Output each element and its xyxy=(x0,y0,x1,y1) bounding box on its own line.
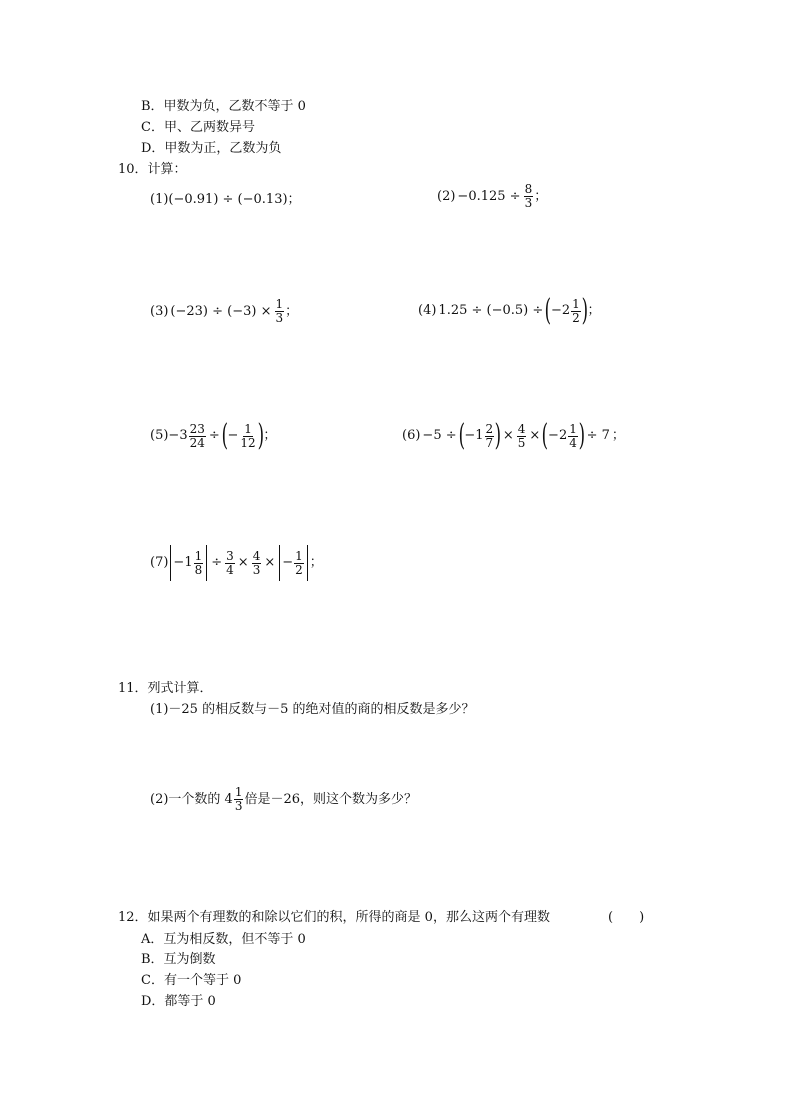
q10-part-1 xyxy=(150,190,301,210)
denominator: 7 xyxy=(485,435,494,450)
denominator: 2 xyxy=(572,310,580,325)
expression: 1.25 ÷ (−0.5) ÷ xyxy=(438,303,544,318)
times-sign: × xyxy=(237,555,249,570)
semicolon: ； xyxy=(309,555,323,570)
denominator: 4 xyxy=(569,435,577,450)
denominator: 4 xyxy=(226,562,234,577)
numerator: 3 xyxy=(226,548,234,563)
minus-sign: − xyxy=(227,428,239,443)
q9-option-b: B．甲数为负，乙数不等于 0 xyxy=(141,99,306,114)
q10-part-3 xyxy=(150,298,298,325)
fraction xyxy=(234,786,244,813)
denominator: 5 xyxy=(517,435,526,450)
numerator: 8 xyxy=(524,182,533,196)
denominator: 3 xyxy=(252,562,261,577)
right-paren: ) xyxy=(494,418,502,453)
left-paren: ( xyxy=(541,418,549,453)
times-sign: × xyxy=(264,555,276,570)
minus-sign: − xyxy=(282,555,294,570)
denominator: 3 xyxy=(275,311,284,325)
q11-part-2 xyxy=(150,786,417,813)
semicolon: ； xyxy=(285,303,299,319)
fraction xyxy=(225,550,235,577)
divide-sign: ÷ xyxy=(208,428,220,443)
q10-part-7 xyxy=(150,545,323,581)
right-paren: ) xyxy=(578,418,585,453)
divide-sign: ÷ xyxy=(211,555,223,570)
expression: (−23) ÷ (−3) × xyxy=(170,303,272,319)
whole-part: −1 xyxy=(464,428,484,443)
numerator: 1 xyxy=(275,297,284,311)
q10-part-5 xyxy=(150,418,277,453)
whole-part: −1 xyxy=(173,555,193,570)
answer-paren[interactable]: ( ) xyxy=(608,910,645,925)
right-paren: ) xyxy=(257,418,264,453)
numerator: 1 xyxy=(194,548,203,563)
part-label: (7) xyxy=(150,555,169,570)
q10-title: 10．计算： xyxy=(118,162,187,177)
part-label: (2) xyxy=(437,188,456,204)
numerator: 4 xyxy=(252,548,261,563)
abs-bar xyxy=(170,545,171,581)
left-paren: ( xyxy=(544,293,552,328)
numerator: 4 xyxy=(517,421,526,436)
semicolon: ； xyxy=(534,188,548,204)
semicolon: ； xyxy=(611,428,625,443)
fraction xyxy=(485,423,495,450)
q10-part-6 xyxy=(402,418,625,453)
numerator: 1 xyxy=(572,296,580,311)
text-before: (2)一个数的 4 xyxy=(150,791,233,807)
semicolon: ； xyxy=(587,303,601,318)
part-label: (4) xyxy=(418,303,437,318)
whole-part: −3 xyxy=(168,428,188,443)
expression: −5 ÷ xyxy=(422,428,457,443)
q12-option-d: D．都等于 0 xyxy=(141,994,216,1009)
left-paren: ( xyxy=(458,418,465,453)
expression: −0.125 ÷ xyxy=(457,188,521,204)
part-label: (3) xyxy=(150,303,169,319)
fraction xyxy=(568,423,578,450)
numerator: 2 xyxy=(485,421,494,436)
q9-option-c: C．甲、乙两数异号 xyxy=(141,120,255,135)
part-label: (5) xyxy=(150,428,169,443)
text-after: 倍是－26，则这个数为多少？ xyxy=(244,791,418,807)
fraction xyxy=(517,423,527,450)
expression: (−0.91) ÷ (−0.13)； xyxy=(168,192,301,207)
denominator: 3 xyxy=(524,196,533,210)
denominator: 24 xyxy=(189,435,205,450)
numerator: 1 xyxy=(234,785,243,799)
denominator: 8 xyxy=(194,562,203,577)
whole-part: −2 xyxy=(550,303,571,318)
q11-part-1: (1)－25 的相反数与－5 的绝对值的商的相反数是多少？ xyxy=(150,702,475,717)
fraction xyxy=(189,423,206,450)
part-label: (1) xyxy=(150,192,169,207)
part-label: (6) xyxy=(402,428,421,443)
times-sign: × xyxy=(529,428,541,443)
denominator: 2 xyxy=(295,562,303,577)
left-paren: ( xyxy=(221,418,228,453)
times-sign: × xyxy=(502,428,514,443)
fraction xyxy=(239,423,256,450)
whole-part: −2 xyxy=(548,428,568,443)
fraction xyxy=(571,298,581,325)
q9-option-d: D．甲数为正，乙数为负 xyxy=(141,141,282,156)
denominator: 3 xyxy=(234,799,243,813)
abs-bar xyxy=(206,545,207,581)
numerator: 1 xyxy=(569,421,577,436)
q11-title: 11．列式计算． xyxy=(118,681,213,696)
abs-bar xyxy=(279,545,280,581)
semicolon: ； xyxy=(263,428,277,443)
q12-title: 12．如果两个有理数的和除以它们的积，所得的商是 0，那么这两个有理数 xyxy=(118,910,550,925)
fraction xyxy=(294,550,304,577)
numerator: 1 xyxy=(244,421,252,436)
q10-part-2 xyxy=(437,183,547,210)
denominator: 12 xyxy=(240,435,256,450)
q10-part-4 xyxy=(418,293,601,328)
q12-option-a: A．互为相反数，但不等于 0 xyxy=(141,932,306,947)
fraction xyxy=(194,550,204,577)
fraction xyxy=(524,183,534,210)
fraction xyxy=(275,298,285,325)
q12-option-c: C．有一个等于 0 xyxy=(141,973,242,988)
numerator: 1 xyxy=(295,548,303,563)
right-paren: ) xyxy=(581,293,588,328)
numerator: 23 xyxy=(189,421,205,436)
expression: ÷ 7 xyxy=(586,428,610,443)
abs-bar xyxy=(307,545,308,581)
q12-option-b: B．互为倒数 xyxy=(141,952,216,967)
fraction xyxy=(252,550,262,577)
